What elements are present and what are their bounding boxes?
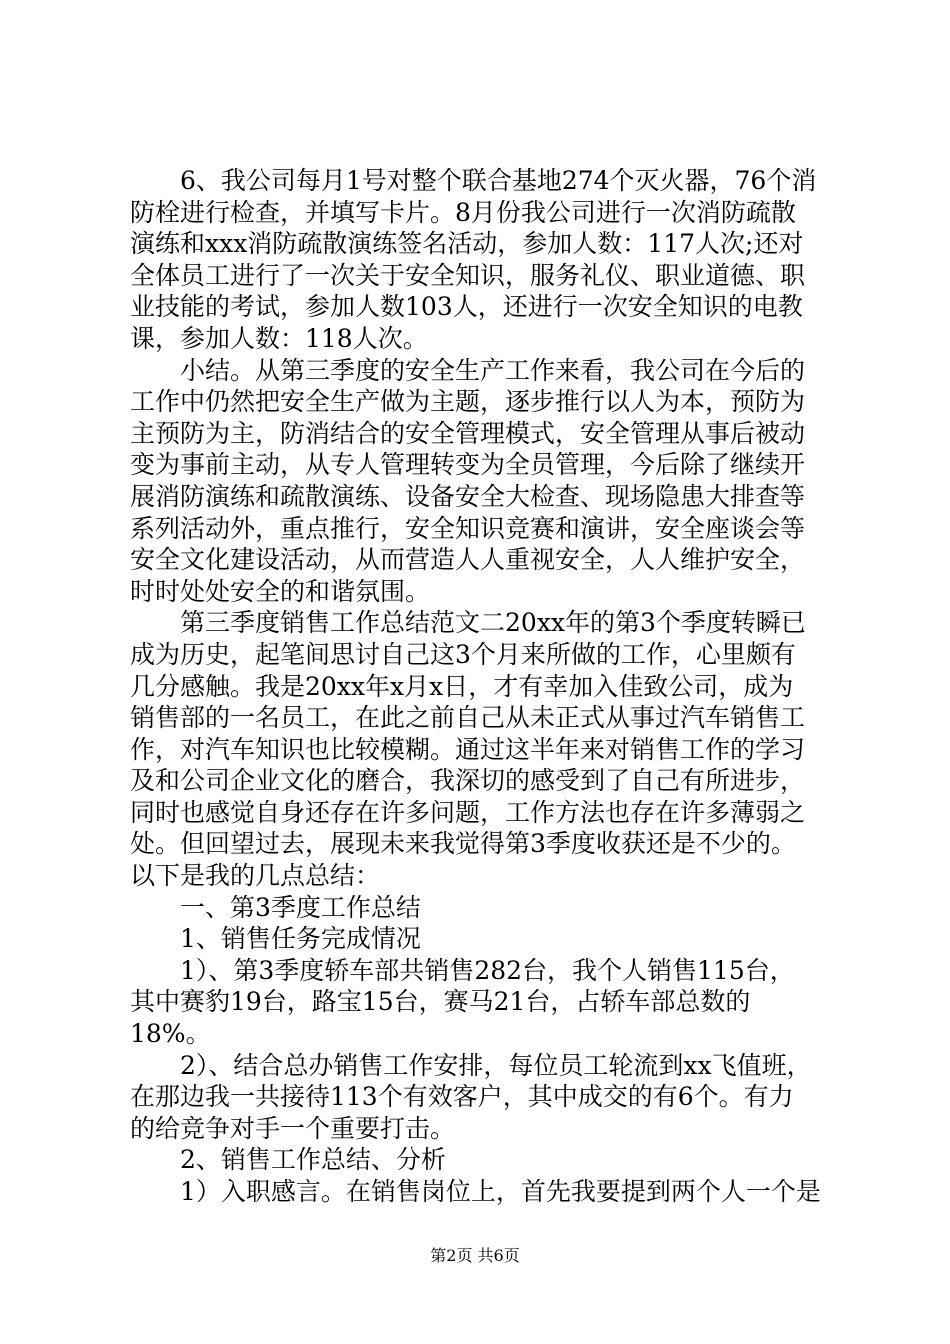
text-line: 工作中仍然把安全生产做为主题，逐步推行以人为本，预防为 (130, 387, 806, 417)
text-line: 1）、第3季度轿车部共销售282台，我个人销售115台， (180, 955, 795, 985)
text-line: 几分感触。我是20xx年x月x日，才有幸加入佳致公司，成为 (130, 671, 794, 701)
text-line: 1、销售任务完成情况 (180, 924, 421, 954)
document-body (130, 165, 830, 1208)
text-line: 2）、结合总办销售工作安排，每位员工轮流到xx飞值班， (180, 1050, 812, 1080)
text-line: 其中赛豹19台，路宝15台，赛马21台，占轿车部总数的 (130, 987, 751, 1017)
text-line: 时时处处安全的和谐氛围。 (130, 576, 431, 606)
text-line: 演练和xxx消防疏散演练签名活动，参加人数：117人次;还对 (130, 229, 804, 259)
text-line: 安全文化建设活动，从而营造人人重视安全，人人维护安全， (130, 545, 806, 575)
text-line: 的给竞争对手一个重要打击。 (130, 1113, 456, 1143)
text-line: 一、第3季度工作总结 (180, 892, 421, 922)
text-line: 销售部的一名员工，在此之前自己从未正式从事过汽车销售工 (130, 703, 806, 733)
text-line: 6、我公司每月1号对整个联合基地274个灭火器，76个消 (180, 166, 817, 195)
text-line: 在那边我一共接待113个有效客户，其中成交的有6个。有力 (130, 1082, 794, 1112)
text-line: 变为事前主动，从专人管理转变为全员管理，今后除了继续开 (130, 450, 806, 480)
text-line: 展消防演练和疏散演练、设备安全大检查、现场隐患大排查等 (130, 481, 806, 511)
text-line: 全体员工进行了一次关于安全知识，服务礼仪、职业道德、职 (130, 260, 806, 290)
text-line: 18%。 (130, 1019, 211, 1049)
text-line: 课，参加人数：118人次。 (130, 323, 428, 353)
text-line: 主预防为主，防消结合的安全管理模式，安全管理从事后被动 (130, 418, 806, 448)
text-line: 系列活动外，重点推行，安全知识竞赛和演讲，安全座谈会等 (130, 513, 806, 543)
text-line: 防栓进行检查，并填写卡片。8月份我公司进行一次消防疏散 (130, 197, 796, 227)
text-line: 2、销售工作总结、分析 (180, 1145, 446, 1175)
text-line: 小结。从第三季度的安全生产工作来看，我公司在今后的 (180, 355, 806, 385)
text-line: 第三季度销售工作总结范文二20xx年的第3个季度转瞬已 (180, 608, 806, 638)
text-line: 1）入职感言。在销售岗位上，首先我要提到两个人一个是 (180, 1177, 821, 1206)
text-line: 处。但回望过去，展现未来我觉得第3季度收获还是不少的。 (130, 829, 796, 859)
text-line: 以下是我的几点总结： (130, 861, 381, 891)
text-line: 及和公司企业文化的磨合，我深切的感受到了自己有所进步， (130, 766, 806, 796)
page-footer: 第2页 共6页 (430, 1246, 520, 1265)
text-line: 同时也感觉自身还存在许多问题，工作方法也存在许多薄弱之 (130, 797, 806, 827)
text-line: 业技能的考试，参加人数103人，还进行一次安全知识的电教 (130, 292, 803, 322)
text-line: 成为历史，起笔间思讨自己这3个月来所做的工作，心里颇有 (130, 639, 796, 669)
text-line: 作，对汽车知识也比较模糊。通过这半年来对销售工作的学习 (130, 734, 806, 764)
